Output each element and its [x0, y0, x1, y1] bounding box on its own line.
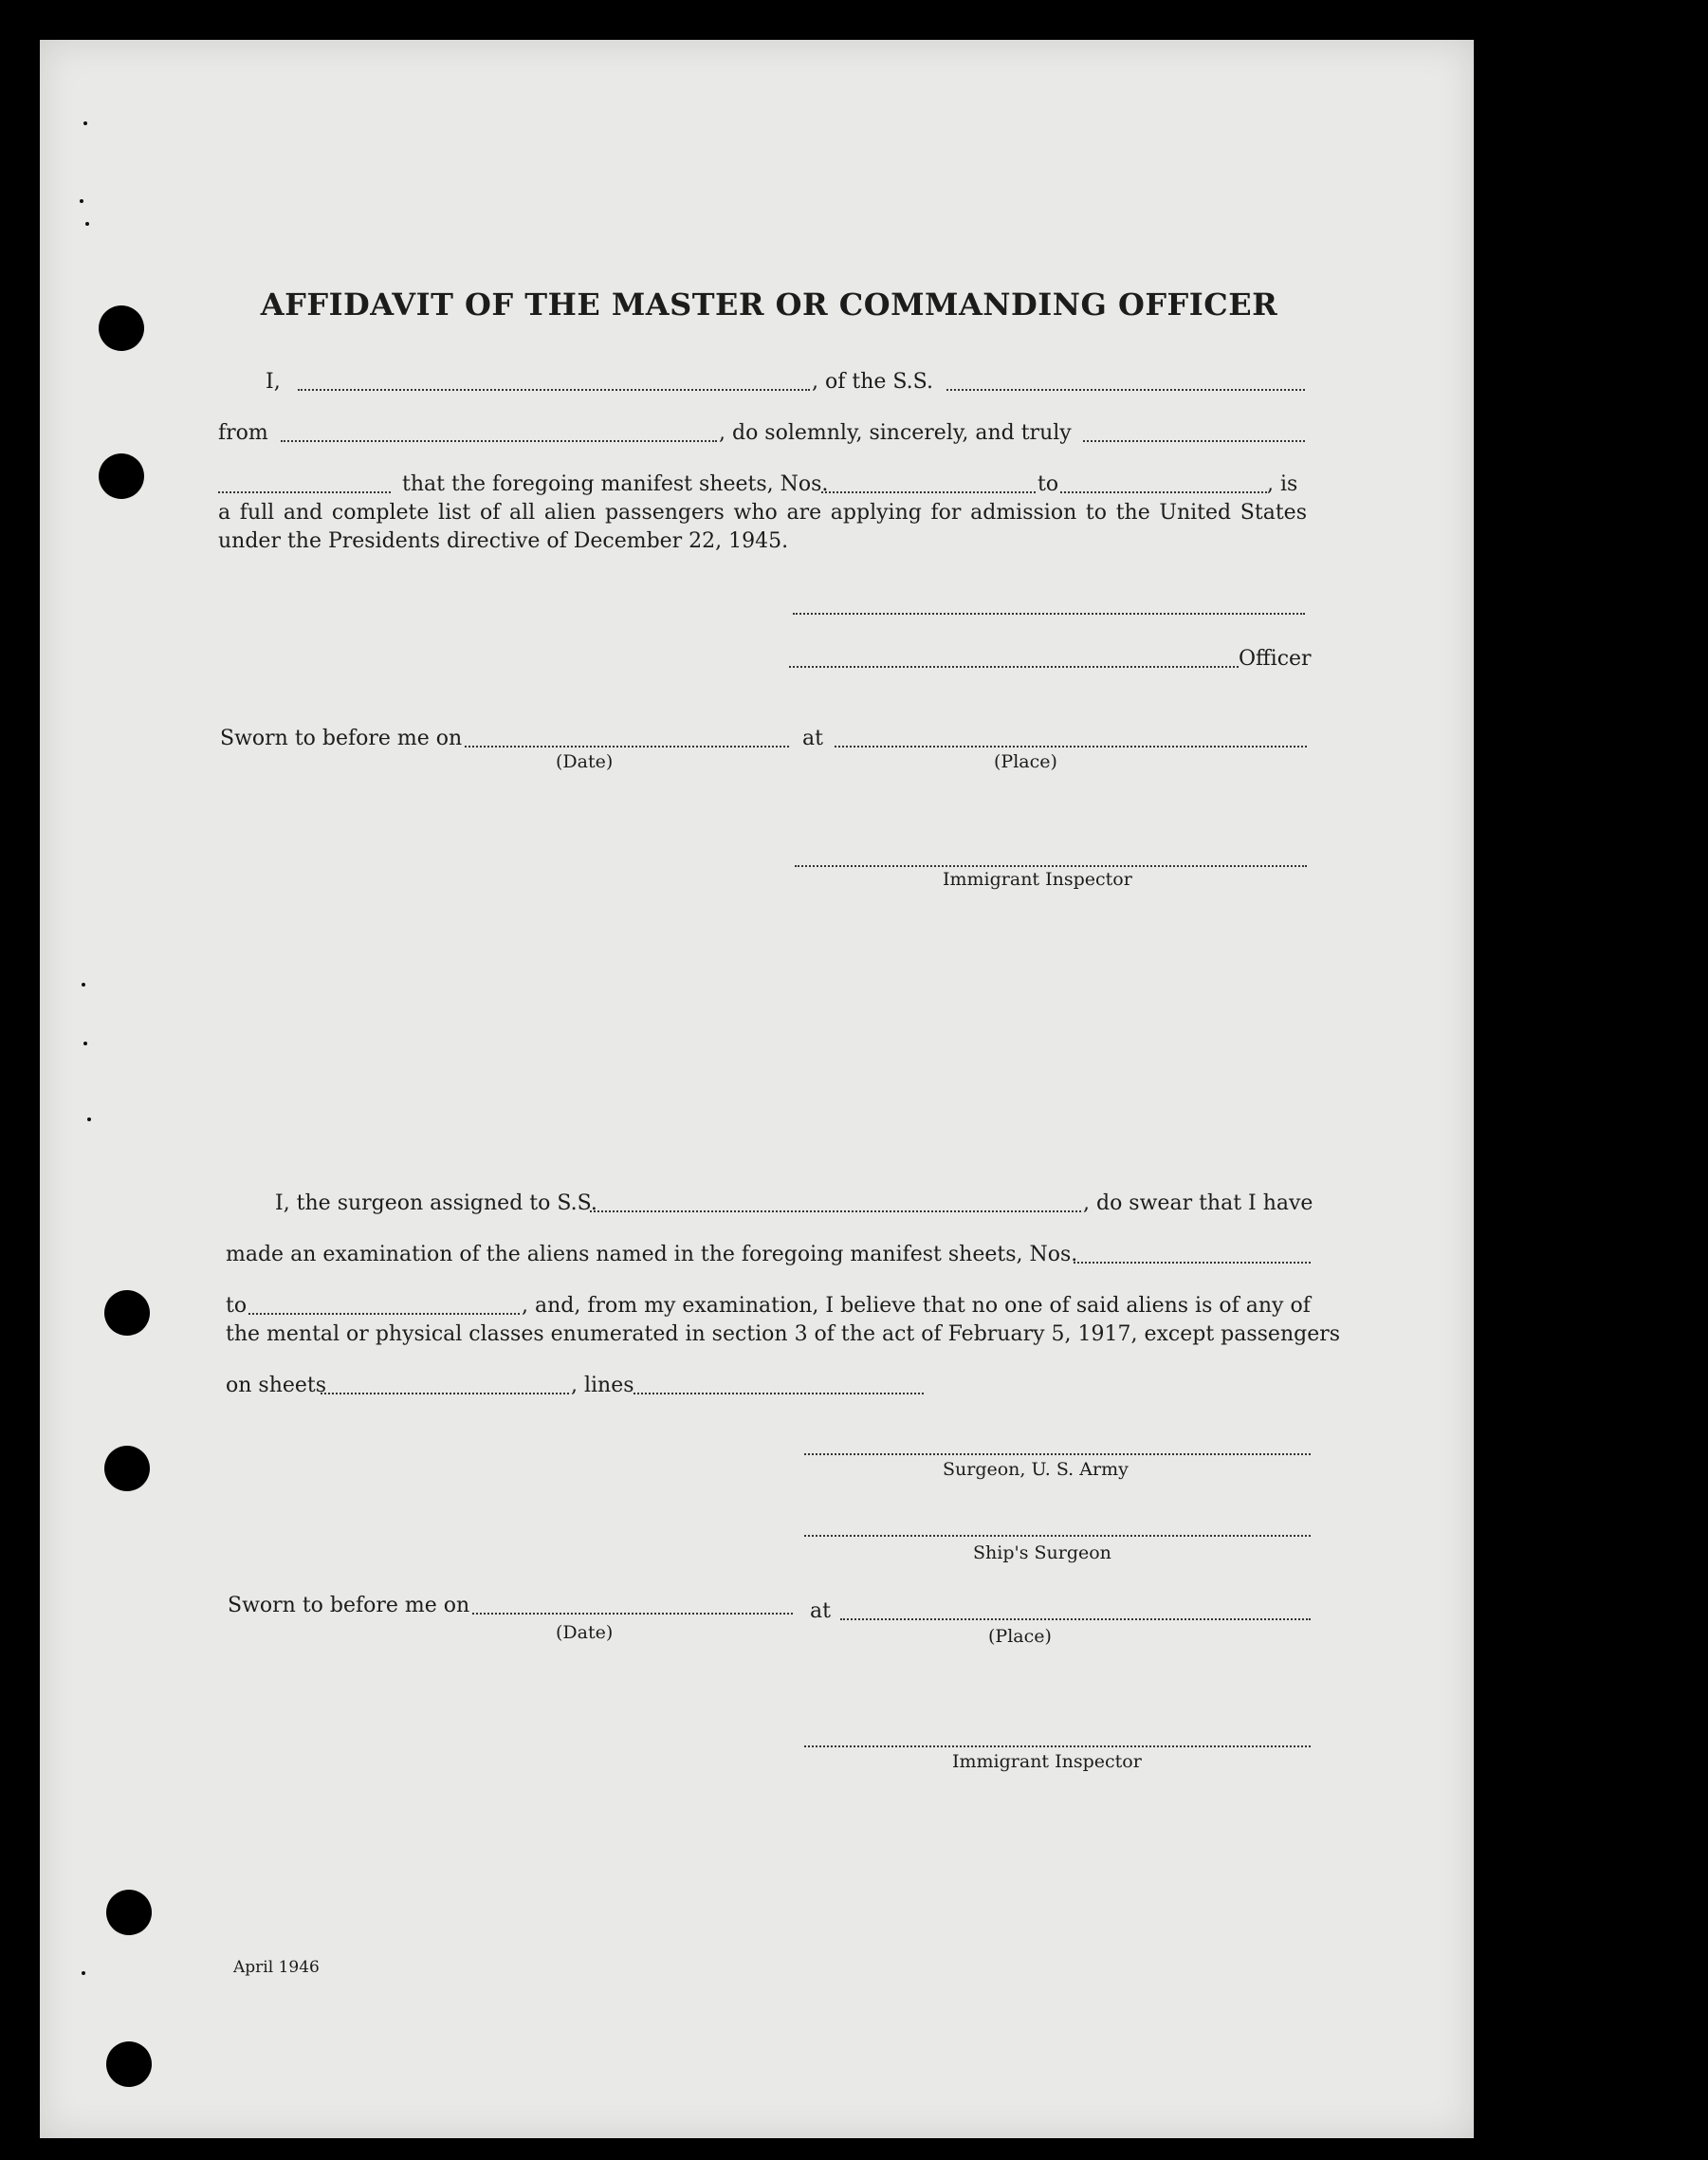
- label-that-manifest: that the foregoing manifest sheets, Nos.: [402, 472, 829, 496]
- surgeon-line3-rest: , and, from my examination, I believe that no one of said aliens is of any of: [522, 1294, 1311, 1318]
- label-do-solemnly: , do solemnly, sincerely, and truly: [719, 421, 1072, 445]
- date2-caption: (Date): [556, 1622, 614, 1643]
- master-name-field[interactable]: [298, 389, 810, 391]
- lines-label: , lines: [571, 1374, 634, 1397]
- binder-hole: [104, 1290, 150, 1336]
- sworn-place-field[interactable]: [835, 746, 1307, 748]
- sworn2-date-field[interactable]: [472, 1613, 793, 1615]
- speck: [80, 199, 83, 203]
- sworn2-place-field[interactable]: [840, 1618, 1311, 1620]
- master-signature-line[interactable]: [793, 613, 1305, 615]
- on-sheets-label: on sheets: [226, 1374, 327, 1397]
- manifest-from-field[interactable]: [821, 491, 1036, 493]
- sworn2-at: at: [810, 1599, 831, 1623]
- ship-surgeon-caption: Ship's Surgeon: [973, 1542, 1111, 1563]
- ship-name-field[interactable]: [946, 389, 1305, 391]
- label-i: I,: [266, 370, 281, 394]
- surgeon-line2: made an examination of the aliens named in the foregoing manifest sheets, Nos.: [226, 1243, 1078, 1266]
- speck: [83, 1042, 87, 1045]
- binder-hole: [106, 2041, 152, 2087]
- on-sheets-field[interactable]: [321, 1393, 569, 1394]
- surgeon-line1-start: I, the surgeon assigned to S.S.: [275, 1191, 597, 1215]
- surgeon-line4: the mental or physical classes enumerated in section 3 of the act of February 5, 1917, except passengers: [226, 1322, 1341, 1346]
- speck: [82, 1971, 85, 1975]
- label-officer: Officer: [1239, 647, 1312, 671]
- label-from: from: [218, 421, 268, 445]
- sworn-at: at: [802, 727, 823, 750]
- date-caption: (Date): [556, 751, 614, 772]
- form-date: April 1946: [233, 1958, 320, 1977]
- sworn-date-field[interactable]: [465, 746, 789, 748]
- surgeon-manifest-from-field[interactable]: [1074, 1262, 1311, 1264]
- from-port-field[interactable]: [281, 440, 717, 442]
- inspector2-signature-line[interactable]: [804, 1745, 1311, 1747]
- surgeon-to: to: [226, 1294, 248, 1318]
- sworn2-label: Sworn to before me on: [228, 1594, 470, 1617]
- surgeon-ship-field[interactable]: [590, 1210, 1081, 1212]
- army-surgeon-signature-line[interactable]: [804, 1453, 1311, 1455]
- master-statement: a full and complete list of all alien passengers who are applying for admission to the United States under the Presidents directive of December 22, 1945.: [218, 501, 1307, 553]
- surgeon-manifest-to-field[interactable]: [248, 1313, 520, 1315]
- inspector-caption: Immigrant Inspector: [943, 869, 1132, 890]
- speck: [83, 121, 87, 125]
- inspector2-caption: Immigrant Inspector: [952, 1751, 1142, 1772]
- oath-field[interactable]: [1083, 440, 1305, 442]
- manifest-to-field[interactable]: [1060, 491, 1267, 493]
- binder-hole: [104, 1446, 150, 1491]
- form-title: AFFIDAVIT OF THE MASTER OR COMMANDING OFFICER: [260, 286, 1278, 323]
- binder-hole: [106, 1890, 152, 1935]
- label-to: to: [1038, 472, 1059, 496]
- speck: [85, 222, 89, 226]
- label-is: , is: [1267, 472, 1298, 496]
- officer-signature-line[interactable]: [789, 666, 1239, 668]
- place2-caption: (Place): [988, 1626, 1052, 1647]
- label-of-the-ss: , of the S.S.: [812, 370, 933, 394]
- army-surgeon-caption: Surgeon, U. S. Army: [943, 1459, 1129, 1480]
- oath-continued-field[interactable]: [218, 491, 391, 493]
- ship-surgeon-signature-line[interactable]: [804, 1535, 1311, 1537]
- speck: [82, 983, 85, 987]
- speck: [87, 1117, 91, 1121]
- surgeon-line1-end: , do swear that I have: [1083, 1191, 1313, 1215]
- inspector-signature-line[interactable]: [795, 865, 1307, 867]
- lines-field[interactable]: [634, 1393, 924, 1394]
- form-sheet: [40, 40, 1474, 2138]
- binder-hole: [99, 453, 144, 499]
- place-caption: (Place): [994, 751, 1057, 772]
- sworn-label: Sworn to before me on: [220, 727, 463, 750]
